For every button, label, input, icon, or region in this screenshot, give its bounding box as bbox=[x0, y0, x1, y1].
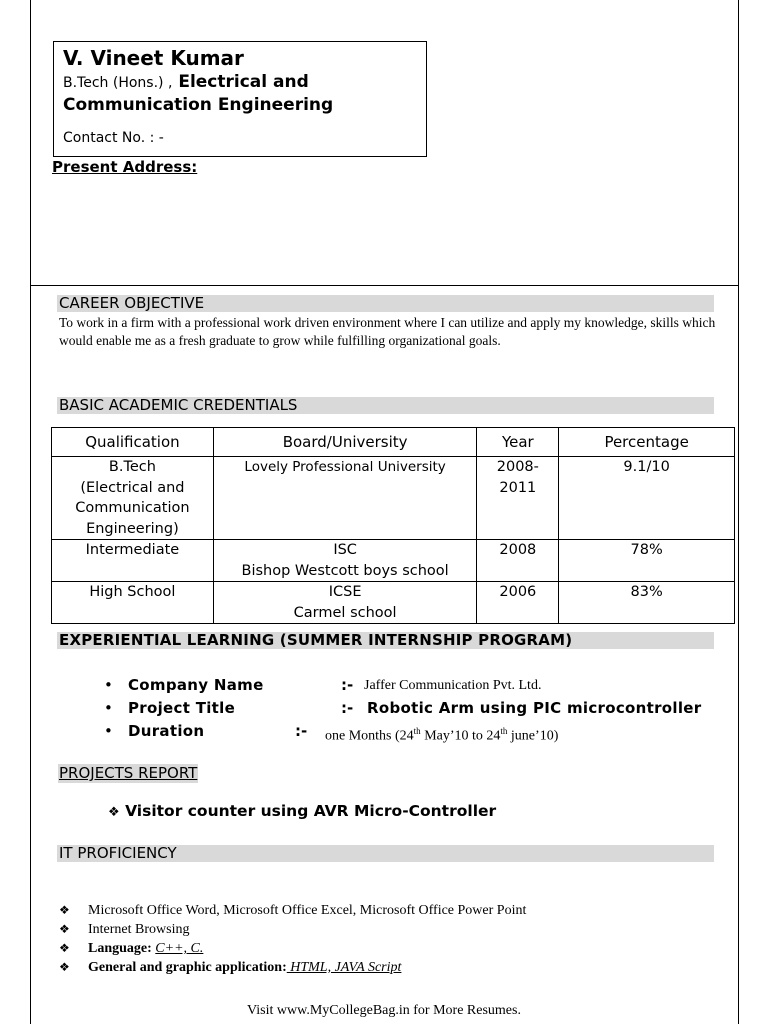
cell-line: Carmel school bbox=[293, 604, 397, 621]
it-item-text: Microsoft Office Word, Microsoft Office Excel, Microsoft Office Power Point bbox=[88, 903, 527, 918]
col-header-percentage: Percentage bbox=[559, 428, 735, 457]
language-label: Language: bbox=[88, 941, 156, 956]
duration-label: Duration bbox=[128, 722, 205, 740]
academic-table bbox=[51, 427, 735, 624]
footer-note: Visit www.MyCollegeBag.in for More Resumes. bbox=[247, 1003, 521, 1018]
cell-line: 2011 bbox=[499, 479, 537, 496]
duration-text: one Months (24 bbox=[325, 728, 414, 744]
project-item bbox=[108, 802, 496, 820]
table-row bbox=[52, 540, 735, 582]
cell-line: (Electrical and bbox=[80, 479, 185, 496]
cell-board bbox=[213, 540, 477, 582]
cell-line: 2008 bbox=[499, 542, 537, 558]
project-title-label: Project Title bbox=[128, 699, 236, 717]
cell-year bbox=[477, 457, 559, 540]
bullet-icon: • bbox=[104, 722, 113, 740]
diamond-bullet-icon: ❖ bbox=[59, 903, 70, 917]
duration-text: june’10) bbox=[507, 728, 559, 744]
internship-heading: EXPERIENTIAL LEARNING (SUMMER INTERNSHIP PROGRAM) bbox=[57, 632, 714, 649]
col-header-year: Year bbox=[477, 428, 559, 457]
career-objective-text: To work in a firm with a professional work driven environment where I can utilize and apply my knowledge, skills which would enable me as a fresh graduate to grow while fulfilling organizational goals. bbox=[59, 315, 716, 348]
duration-sup: th bbox=[500, 726, 508, 736]
list-item bbox=[59, 939, 526, 958]
application-label: General and graphic application: bbox=[88, 960, 287, 975]
cell-line: Engineering) bbox=[86, 520, 179, 537]
cell-qualification bbox=[52, 457, 214, 540]
table-header-row bbox=[52, 428, 735, 457]
contact-number: Contact No. : - bbox=[63, 130, 164, 146]
duration-value bbox=[325, 720, 558, 748]
career-objective-heading: CAREER OBJECTIVE bbox=[57, 295, 714, 312]
project-title-separator: :- bbox=[341, 699, 354, 717]
degree-line bbox=[63, 71, 423, 117]
list-item bbox=[59, 920, 526, 939]
bullet-icon: • bbox=[104, 699, 113, 717]
cell-line: Bishop Westcott boys school bbox=[241, 562, 449, 579]
diamond-bullet-icon: ❖ bbox=[59, 922, 70, 936]
present-address-label: Present Address: bbox=[52, 158, 198, 176]
cell-line: B.Tech bbox=[108, 459, 156, 475]
diamond-bullet-icon: ❖ bbox=[59, 941, 70, 955]
cell-board bbox=[213, 582, 477, 624]
cell-year bbox=[477, 540, 559, 582]
cell-line: High School bbox=[89, 584, 176, 600]
cell-line: 2006 bbox=[499, 584, 537, 600]
cell-line: Intermediate bbox=[85, 542, 180, 558]
table-row bbox=[52, 457, 735, 540]
candidate-name: V. Vineet Kumar bbox=[63, 46, 244, 70]
col-header-qualification: Qualification bbox=[52, 428, 214, 457]
diamond-bullet-icon: ❖ bbox=[59, 960, 70, 974]
projects-heading: PROJECTS REPORT bbox=[59, 764, 198, 782]
table-row bbox=[52, 582, 735, 624]
bullet-icon: • bbox=[104, 676, 113, 694]
header-divider bbox=[30, 285, 738, 286]
academic-heading: BASIC ACADEMIC CREDENTIALS bbox=[57, 397, 714, 414]
cell-line: ISC bbox=[333, 542, 357, 558]
cell-year bbox=[477, 582, 559, 624]
duration-text: May’10 to 24 bbox=[420, 728, 501, 744]
cell-line: ICSE bbox=[328, 584, 362, 600]
cell-board bbox=[213, 457, 477, 540]
project-title-value: Robotic Arm using PIC microcontroller bbox=[367, 699, 702, 717]
degree-field-2: Communication Engineering bbox=[63, 95, 334, 115]
cell-qualification bbox=[52, 540, 214, 582]
cell-qualification bbox=[52, 582, 214, 624]
degree-prefix: B.Tech (Hons.) , bbox=[63, 75, 173, 91]
page-border-right bbox=[738, 0, 739, 1024]
list-item bbox=[59, 958, 526, 977]
application-value: HTML, JAVA Script bbox=[286, 960, 402, 975]
col-header-board: Board/University bbox=[213, 428, 477, 457]
list-item bbox=[59, 901, 526, 920]
company-value: Jaffer Communication Pvt. Ltd. bbox=[364, 678, 542, 693]
it-item-text: Internet Browsing bbox=[88, 922, 190, 937]
name-box bbox=[53, 41, 427, 157]
degree-field-1: Electrical and bbox=[172, 72, 309, 92]
cell-line: Lovely Professional University bbox=[244, 459, 446, 475]
cell-line: Communication bbox=[75, 500, 190, 516]
cell-line: 2008- bbox=[496, 459, 539, 475]
project-item-text: Visitor counter using AVR Micro-Controller bbox=[125, 802, 497, 820]
company-separator: :- bbox=[341, 676, 354, 694]
duration-sup: th bbox=[413, 726, 421, 736]
page-border-left bbox=[30, 0, 31, 1024]
language-value: C++, C. bbox=[155, 941, 204, 956]
it-proficiency-heading: IT PROFICIENCY bbox=[57, 845, 714, 862]
it-list bbox=[59, 901, 526, 977]
diamond-bullet-icon: ❖ bbox=[108, 805, 120, 820]
company-label: Company Name bbox=[128, 676, 264, 694]
cell-percentage: 78% bbox=[559, 540, 735, 582]
cell-percentage: 83% bbox=[559, 582, 735, 624]
cell-percentage: 9.1/10 bbox=[559, 457, 735, 540]
duration-separator: :- bbox=[295, 722, 308, 740]
